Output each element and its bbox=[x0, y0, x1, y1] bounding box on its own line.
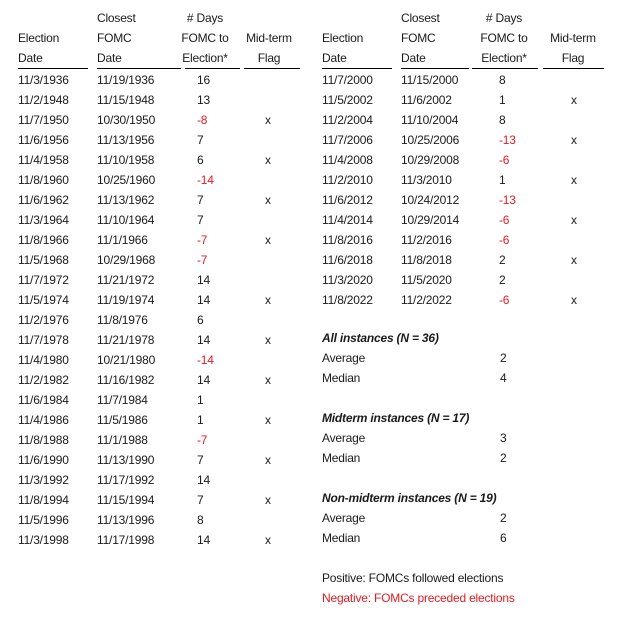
election-date-cell: 11/8/1994 bbox=[18, 493, 69, 507]
days-cell: -7 bbox=[197, 253, 208, 267]
fomc-date-cell: 10/30/1950 bbox=[97, 113, 156, 127]
sign-legend bbox=[322, 568, 515, 608]
midterm-flag-cell: x bbox=[571, 253, 577, 267]
header-underline bbox=[322, 68, 392, 69]
days-cell: 6 bbox=[197, 313, 204, 327]
fomc-date-cell: 11/10/1964 bbox=[97, 213, 155, 227]
days-cell: -13 bbox=[499, 133, 516, 147]
election-date-cell: 11/6/1984 bbox=[18, 393, 69, 407]
days-cell: 7 bbox=[197, 493, 204, 507]
fomc-date-cell: 11/17/1998 bbox=[97, 533, 155, 547]
days-cell: 14 bbox=[197, 333, 210, 347]
days-cell: 2 bbox=[499, 253, 506, 267]
fomc-date-cell: 11/6/2002 bbox=[401, 93, 452, 107]
average-label: Average bbox=[322, 511, 366, 525]
header-days: # Days FOMC to Election* bbox=[480, 11, 528, 65]
fomc-date-cell: 11/13/1962 bbox=[97, 193, 155, 207]
election-date-cell: 11/4/2008 bbox=[322, 153, 373, 167]
days-cell: 14 bbox=[197, 373, 210, 387]
election-date-cell: 11/2/1982 bbox=[18, 373, 69, 387]
all-average-row bbox=[322, 348, 582, 368]
fomc-date-cell: 11/1/1966 bbox=[97, 233, 148, 247]
midterm-flag-cell: x bbox=[265, 293, 271, 307]
election-date-cell: 11/8/1988 bbox=[18, 433, 69, 447]
days-cell: -13 bbox=[499, 193, 516, 207]
all-instances-title: All instances (N = 36) bbox=[322, 331, 439, 345]
election-date-cell: 11/6/1962 bbox=[18, 193, 69, 207]
non-midterm-average-row bbox=[322, 508, 582, 528]
election-date-cell: 11/4/1958 bbox=[18, 153, 69, 167]
days-cell: -6 bbox=[499, 213, 510, 227]
fomc-date-cell: 11/8/1976 bbox=[97, 313, 148, 327]
days-cell: 7 bbox=[197, 193, 204, 207]
header-underline bbox=[543, 68, 604, 69]
average-value: 3 bbox=[500, 431, 507, 445]
election-date-cell: 11/7/1978 bbox=[18, 333, 69, 347]
header-underline bbox=[185, 68, 240, 69]
midterm-flag-cell: x bbox=[265, 113, 271, 127]
election-date-cell: 11/5/1974 bbox=[18, 293, 69, 307]
days-cell: 14 bbox=[197, 533, 210, 547]
fomc-date-cell: 11/15/1948 bbox=[97, 93, 155, 107]
header-closest-fomc: Closest FOMC Date bbox=[401, 11, 440, 65]
election-date-cell: 11/8/1960 bbox=[18, 173, 69, 187]
days-cell: 7 bbox=[197, 133, 204, 147]
fomc-date-cell: 10/25/2006 bbox=[401, 133, 460, 147]
fomc-date-cell: 11/10/1958 bbox=[97, 153, 155, 167]
election-date-cell: 11/3/1964 bbox=[18, 213, 69, 227]
header-underline bbox=[244, 68, 300, 69]
fomc-date-cell: 10/29/2014 bbox=[401, 213, 460, 227]
midterm-flag-cell: x bbox=[265, 413, 271, 427]
fomc-date-cell: 11/5/2020 bbox=[401, 273, 452, 287]
days-cell: 14 bbox=[197, 273, 210, 287]
election-date-cell: 11/2/2004 bbox=[322, 113, 373, 127]
median-value: 6 bbox=[500, 531, 507, 545]
fomc-date-cell: 11/10/2004 bbox=[401, 113, 459, 127]
fomc-date-cell: 11/19/1974 bbox=[97, 293, 155, 307]
fomc-date-cell: 11/21/1972 bbox=[97, 273, 155, 287]
header-midterm-flag: Mid-term Flag bbox=[246, 31, 292, 65]
fomc-date-cell: 11/2/2022 bbox=[401, 293, 452, 307]
fomc-date-cell: 11/3/2010 bbox=[401, 173, 452, 187]
election-date-cell: 11/3/1992 bbox=[18, 473, 69, 487]
election-date-cell: 11/7/1950 bbox=[18, 113, 69, 127]
header-underline bbox=[18, 68, 88, 69]
days-cell: -6 bbox=[499, 153, 510, 167]
election-date-cell: 11/8/1966 bbox=[18, 233, 69, 247]
header-underline bbox=[97, 68, 181, 69]
midterm-flag-cell: x bbox=[265, 193, 271, 207]
fomc-date-cell: 11/21/1978 bbox=[97, 333, 155, 347]
legend-negative: Negative: FOMCs preceded elections bbox=[322, 591, 515, 605]
days-cell: 1 bbox=[197, 393, 204, 407]
fomc-date-cell: 10/29/2008 bbox=[401, 153, 460, 167]
average-value: 2 bbox=[500, 351, 507, 365]
fomc-date-cell: 11/13/1956 bbox=[97, 133, 155, 147]
fomc-date-cell: 10/24/2012 bbox=[401, 193, 460, 207]
header-underline bbox=[472, 68, 538, 69]
days-cell: 8 bbox=[499, 73, 506, 87]
non-midterm-instances-title: Non-midterm instances (N = 19) bbox=[322, 491, 497, 505]
fomc-date-cell: 10/25/1960 bbox=[97, 173, 156, 187]
election-date-cell: 11/8/2022 bbox=[322, 293, 373, 307]
fomc-date-cell: 11/13/1996 bbox=[97, 513, 155, 527]
election-date-cell: 11/4/2014 bbox=[322, 213, 373, 227]
fomc-date-cell: 11/15/2000 bbox=[401, 73, 459, 87]
fomc-date-cell: 10/21/1980 bbox=[97, 353, 156, 367]
midterm-flag-cell: x bbox=[265, 493, 271, 507]
fomc-date-cell: 11/7/1984 bbox=[97, 393, 148, 407]
header-days: # Days FOMC to Election* bbox=[181, 11, 229, 65]
election-date-cell: 11/5/1996 bbox=[18, 513, 69, 527]
fomc-date-cell: 11/2/2016 bbox=[401, 233, 452, 247]
days-cell: 6 bbox=[197, 153, 204, 167]
days-cell: 13 bbox=[197, 93, 210, 107]
election-date-cell: 11/5/1968 bbox=[18, 253, 69, 267]
election-date-cell: 11/6/2018 bbox=[322, 253, 373, 267]
election-date-cell: 11/6/1956 bbox=[18, 133, 69, 147]
midterm-flag-cell: x bbox=[571, 133, 577, 147]
midterm-flag-cell: x bbox=[265, 453, 271, 467]
election-date-cell: 11/3/1998 bbox=[18, 533, 69, 547]
election-date-cell: 11/7/2006 bbox=[322, 133, 373, 147]
median-value: 2 bbox=[500, 451, 507, 465]
midterm-flag-cell: x bbox=[571, 173, 577, 187]
midterm-flag-cell: x bbox=[265, 333, 271, 347]
days-cell: -7 bbox=[197, 433, 208, 447]
median-label: Median bbox=[322, 531, 361, 545]
days-cell: -6 bbox=[499, 233, 510, 247]
midterm-instances-title: Midterm instances (N = 17) bbox=[322, 411, 470, 425]
midterm-median-row bbox=[322, 448, 582, 468]
header-midterm-flag: Mid-term Flag bbox=[550, 31, 596, 65]
midterm-average-row bbox=[322, 428, 582, 448]
header-election-date: Election Date bbox=[18, 31, 60, 65]
election-date-cell: 11/2/2010 bbox=[322, 173, 373, 187]
days-cell: 14 bbox=[197, 473, 210, 487]
fomc-date-cell: 11/13/1990 bbox=[97, 453, 155, 467]
election-date-cell: 11/4/1986 bbox=[18, 413, 69, 427]
election-date-cell: 11/2/1976 bbox=[18, 313, 69, 327]
fomc-date-cell: 11/15/1994 bbox=[97, 493, 155, 507]
days-cell: -14 bbox=[197, 353, 214, 367]
summary-stats bbox=[322, 328, 582, 548]
average-label: Average bbox=[322, 351, 366, 365]
fomc-date-cell: 11/5/1986 bbox=[97, 413, 148, 427]
days-cell: 1 bbox=[499, 173, 506, 187]
election-date-cell: 11/7/1972 bbox=[18, 273, 69, 287]
fomc-date-cell: 10/29/1968 bbox=[97, 253, 156, 267]
election-date-cell: 11/6/1990 bbox=[18, 453, 69, 467]
days-cell: -14 bbox=[197, 173, 214, 187]
midterm-flag-cell: x bbox=[571, 93, 577, 107]
election-date-cell: 11/2/1948 bbox=[18, 93, 69, 107]
days-cell: 14 bbox=[197, 293, 210, 307]
days-cell: -6 bbox=[499, 293, 510, 307]
fomc-date-cell: 11/8/2018 bbox=[401, 253, 452, 267]
days-cell: 2 bbox=[499, 273, 506, 287]
days-cell: -8 bbox=[197, 113, 208, 127]
average-label: Average bbox=[322, 431, 366, 445]
fomc-date-cell: 11/19/1936 bbox=[97, 73, 155, 87]
median-value: 4 bbox=[500, 371, 507, 385]
non-midterm-median-row bbox=[322, 528, 582, 548]
days-cell: 16 bbox=[197, 73, 210, 87]
election-date-cell: 11/4/1980 bbox=[18, 353, 69, 367]
header-closest-fomc: Closest FOMC Date bbox=[97, 11, 136, 65]
election-date-cell: 11/6/2012 bbox=[322, 193, 373, 207]
fomc-date-cell: 11/1/1988 bbox=[97, 433, 148, 447]
midterm-flag-cell: x bbox=[265, 373, 271, 387]
days-cell: 7 bbox=[197, 453, 204, 467]
election-date-cell: 11/3/1936 bbox=[18, 73, 69, 87]
election-date-cell: 11/5/2002 bbox=[322, 93, 373, 107]
election-date-cell: 11/3/2020 bbox=[322, 273, 373, 287]
midterm-flag-cell: x bbox=[571, 213, 577, 227]
days-cell: 1 bbox=[499, 93, 506, 107]
fomc-date-cell: 11/16/1982 bbox=[97, 373, 155, 387]
all-median-row bbox=[322, 368, 582, 388]
days-cell: 8 bbox=[499, 113, 506, 127]
days-cell: -7 bbox=[197, 233, 208, 247]
days-cell: 1 bbox=[197, 413, 204, 427]
midterm-flag-cell: x bbox=[265, 533, 271, 547]
election-date-cell: 11/7/2000 bbox=[322, 73, 373, 87]
median-label: Median bbox=[322, 451, 361, 465]
days-cell: 7 bbox=[197, 213, 204, 227]
election-date-cell: 11/8/2016 bbox=[322, 233, 373, 247]
midterm-flag-cell: x bbox=[265, 233, 271, 247]
median-label: Median bbox=[322, 371, 361, 385]
fomc-date-cell: 11/17/1992 bbox=[97, 473, 155, 487]
midterm-flag-cell: x bbox=[265, 153, 271, 167]
legend-positive: Positive: FOMCs followed elections bbox=[322, 571, 504, 585]
days-cell: 8 bbox=[197, 513, 204, 527]
header-election-date: Election Date bbox=[322, 31, 364, 65]
header-underline bbox=[401, 68, 469, 69]
midterm-flag-cell: x bbox=[571, 293, 577, 307]
average-value: 2 bbox=[500, 511, 507, 525]
